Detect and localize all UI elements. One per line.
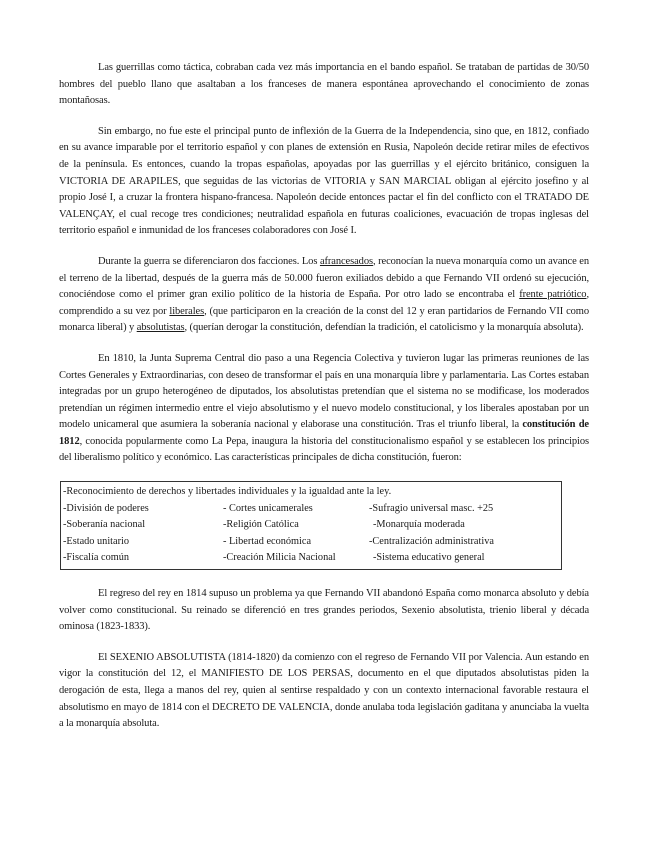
constitution-features-box	[60, 481, 562, 570]
features-row	[63, 484, 559, 501]
feature-item: -Soberanía nacional	[63, 519, 146, 531]
features-row	[63, 550, 559, 567]
paragraph-return-of-king: El regreso del rey en 1814 supuso un problema ya que Fernando VII abandonó España como monarca absoluto y debía volver como constitucional. Su reinado se diferenció en tres grandes periodos, Sexenio absolutista, trienio liberal y década ominosa (1823-1833).	[59, 588, 589, 633]
feature-item: -Reconocimiento de derechos y libertades individuales y la igualdad ante la ley.	[63, 486, 392, 498]
term-absolutistas: absolutistas	[136, 322, 185, 334]
feature-item: -Creación Milicia Nacional	[223, 552, 336, 564]
paragraph-sexenio: El SEXENIO ABSOLUTISTA (1814-1820) da comienzo con el regreso de Fernando VII por Valencia. Aun estando en vigor la constitución del 12, el MANIFIESTO DE LOS PERSAS, documento en el que diputados absolutistas piden la derogación de esta, llega a manos del rey, quien al sentirse respaldado y con un contexto internacional favorable restaura el absolutismo en mayo de 1814 con el DECRETO DE VALENCIA, donde anulaba toda legislación gaditana y anunciaba la vuelta a la monarquía absoluta.	[59, 651, 589, 730]
text-segment: , conocida popularmente como La Pepa, inaugura la historia del constitucionalismo español y se establecen los principios del liberalismo político y económico. Las características principales de dicha constitución, fueron:	[59, 435, 589, 464]
paragraph-factions	[59, 254, 589, 337]
features-row	[63, 534, 559, 551]
text-segment: , (que participaron en la creación de la const del 12 y eran partidarios de Fernando VII como monarca liberal) y	[59, 305, 590, 334]
feature-item: -Fiscalía común	[63, 552, 130, 564]
text-segment: , (querían derogar la constitución, defendían la tradición, el catolicismo y la monarquía absoluta).	[184, 322, 584, 334]
paragraph-cortes	[59, 351, 589, 467]
term-frente-patriotico: frente patriótico	[519, 289, 587, 301]
term-liberales: liberales	[169, 305, 205, 317]
text-segment: Durante la guerra se diferenciaron dos facciones. Los	[98, 255, 320, 267]
feature-item: -Monarquía moderada	[373, 519, 465, 531]
feature-item: -Sistema educativo general	[373, 552, 485, 564]
feature-item: -Centralización administrativa	[369, 535, 494, 547]
document-body	[59, 60, 589, 747]
term-constitucion-1812: constitución de 1812	[59, 419, 589, 447]
features-row	[63, 501, 559, 518]
feature-item: - Libertad económica	[223, 535, 312, 547]
text-segment: , reconocían la nueva monarquía como un avance en el terreno de la libertad, después de la guerra más de 50.000 fueron exiliados debido a que Fernando VII ordenó su ejecución, conociéndose como el primer gran exilio político de la historia de España. Por otro lado se encontraba el	[59, 255, 589, 301]
feature-item: -Estado unitario	[63, 535, 130, 547]
paragraph-turning-point: Sin embargo, no fue este el principal punto de inflexión de la Guerra de la Independencia, sino que, en 1812, confiado en su avance imparable por el territorio español y con planes de extensión en Rusia, Napoleón decide retirar miles de efectivos de la península. Es entonces, cuando la tropas españolas, apoyadas por las guerrillas y el ejército británico, consiguen la VICTORIA DE ARAPILES, que seguidas de las victorias de VITORIA y SAN MARCIAL obligan al ejército josefino y al propio José I, a cruzar la frontera hispano-francesa. Napoleón decide entonces pactar el fin del conflicto con el TRATADO DE VALENÇAY, el cual recoge tres condiciones; neutralidad española en futuras coaliciones, evacuación de tropas inglesas del territorio español e inmunidad de los franceses colaboradores con José I.	[59, 125, 589, 237]
feature-item: -División de poderes	[63, 502, 149, 514]
feature-item: - Cortes unicamerales	[223, 502, 313, 514]
features-row	[63, 517, 559, 534]
feature-item: -Sufragio universal masc. +25	[369, 502, 494, 514]
paragraph-guerrillas: Las guerrillas como táctica, cobraban cada vez más importancia en el bando español. Se trataban de partidas de 30/50 hombres del pueblo llano que asaltaban a los franceses de manera espontánea aprovechando el conocimiento de zonas montañosas.	[59, 62, 589, 107]
text-segment: En 1810, la Junta Suprema Central dio paso a una Regencia Colectiva y tuvieron lugar las primeras reuniones de las Cortes Generales y Extraordinarias, con deseo de transformar el país en una monarquía libre y parlamentaria. Las Cortes estaban integradas por un grupo heterogéneo de diputados, los absolutistas pretendían que el sistema no se modificase, los moderados pretendían un régimen intermedio entre el viejo absolutismo y el nuevo modelo constitucional, y los liberales apostaban por un modelo unicameral que asumiera la soberanía nacional y elaborase una constitución. Tras el triunfo liberal, la	[59, 352, 589, 431]
text-segment: , comprendido a su vez por	[59, 289, 589, 317]
feature-item: -Religión Católica	[223, 519, 299, 531]
term-afrancesados: afrancesados	[319, 255, 373, 267]
